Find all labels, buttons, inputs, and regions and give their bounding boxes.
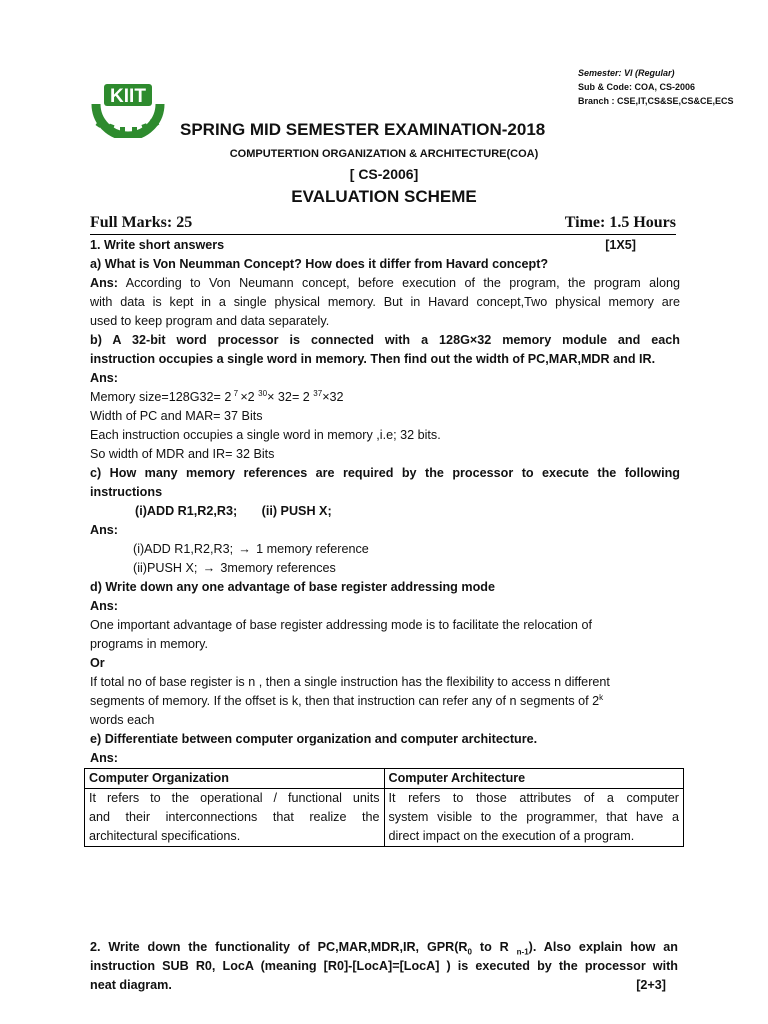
q2-line-3	[90, 976, 678, 995]
q1c-question-line-1: c) How many memory references are required by the processor to execute the following	[90, 466, 680, 480]
full-marks: Full Marks: 25	[90, 214, 193, 231]
arch-line-3: direct impact on the execution of a program.	[388, 829, 635, 843]
org-line-2: and their interconnections that realize the	[89, 810, 380, 824]
subject-title: COMPUTERTION ORGANIZATION & ARCHITECTURE(COA)	[229, 148, 539, 160]
q1d-ans-label: Ans:	[90, 599, 118, 613]
answer-i-result: 1 memory reference	[256, 542, 369, 556]
question-2-section	[90, 938, 678, 995]
answer-i-instruction: (i)ADD R1,R2,R3;	[133, 542, 234, 556]
q1-title: 1. Write short answers	[90, 238, 225, 252]
q1a-answer-line-2: with data is kept in a single physical memory. But in Havard concept,Two physical memory are	[90, 295, 680, 309]
mem-exp-3: 37	[313, 388, 323, 398]
mem-mid-1: ×2	[240, 390, 259, 404]
q1d-answer-text-4: segments of memory. If the offset is k, then that instruction can refer any of n segments of 2	[90, 694, 600, 708]
q1d-exponent: k	[599, 692, 604, 702]
mem-prefix: Memory size=128G32= 2	[90, 390, 232, 404]
answer-ii-result: 3memory references	[220, 561, 336, 575]
org-line-3: architectural specifications.	[89, 829, 241, 843]
q1a-answer-text-1: According to Von Neumann concept, before execution of the program, the program along	[118, 276, 680, 290]
q1c-answer-i	[90, 540, 680, 559]
q1d-answer-line-1: One important advantage of base register addressing mode is to facilitate the relocation of	[90, 618, 592, 632]
q1d-answer-line-5: words each	[90, 713, 155, 727]
arrow-right-icon: →	[202, 561, 216, 575]
semester-info	[578, 66, 734, 108]
ans-label: Ans:	[90, 276, 118, 290]
q1c-answer-ii	[90, 559, 680, 578]
arch-line-1: It refers to those attributes of a computer	[388, 791, 679, 805]
kiit-logo	[88, 78, 168, 138]
q2-text-3: neat diagram.	[90, 978, 172, 992]
q1d-question: d) Write down any one advantage of base register addressing mode	[90, 580, 495, 594]
table-row	[85, 789, 684, 847]
mem-exp-2: 30	[258, 388, 268, 398]
q1-marks: [1X5]	[605, 238, 636, 252]
org-line-1: It refers to the operational / functional units	[89, 791, 380, 805]
q1b-memory-size	[90, 388, 680, 407]
q1-title-line	[90, 236, 680, 255]
q2-text-b: to R	[471, 940, 517, 954]
q2-line-1	[90, 938, 678, 957]
instruction-ii: (ii) PUSH X;	[261, 504, 332, 518]
comparison-table	[84, 768, 684, 847]
q1c-instructions	[90, 502, 680, 521]
q1d-or: Or	[90, 656, 105, 670]
q2-text-c: ). Also explain how an	[528, 940, 678, 954]
mem-suffix: ×32	[322, 390, 344, 404]
q2-sub-0: 0	[467, 947, 472, 957]
q2-sub-n1: n-1	[516, 947, 529, 957]
q1c-ans-label: Ans:	[90, 523, 118, 537]
subject-code-label: Sub & Code: COA, CS-2006	[578, 82, 696, 92]
q1d-answer-line-2: programs in memory.	[90, 637, 209, 651]
table-header-row	[85, 769, 684, 789]
table-header-organization: Computer Organization	[85, 769, 385, 789]
q1e-question: e) Differentiate between computer organization and computer architecture.	[90, 732, 538, 746]
architecture-definition	[384, 789, 684, 847]
q1a-answer-line-1	[90, 274, 680, 293]
question-1-section	[90, 236, 680, 847]
q2-text-a: 2. Write down the functionality of PC,MAR,MDR,IR, GPR(R	[90, 940, 468, 954]
q1d-answer-line-3: If total no of base register is n , then a single instruction has the flexibility to access n different	[90, 675, 610, 689]
q1b-question-line-2: instruction occupies a single word in memory. Then find out the width of PC,MAR,MDR and IR.	[90, 352, 656, 366]
q1d-answer-line-4	[90, 692, 680, 711]
table-header-architecture: Computer Architecture	[384, 769, 684, 789]
q1b-pc-mar-width: Width of PC and MAR= 37 Bits	[90, 409, 263, 423]
q2-line-2: instruction SUB R0, LocA (meaning [R0]-[LocA]=[LocA] ) is executed by the processor with	[90, 959, 678, 973]
mem-mid-2: × 32= 2	[267, 390, 314, 404]
q1e-ans-label: Ans:	[90, 751, 118, 765]
q1a-question: a) What is Von Neumman Concept? How does it differ from Havard concept?	[90, 257, 549, 271]
semester-label: Semester: VI (Regular)	[578, 68, 675, 78]
q1b-question-line-1: b) A 32-bit word processor is connected with a 128G×32 memory module and each	[90, 333, 680, 347]
mem-exp-1: 7	[231, 388, 241, 398]
exam-title: SPRING MID SEMESTER EXAMINATION-2018	[180, 120, 546, 139]
arch-line-2: system visible to the programmer, that have a	[388, 810, 679, 824]
branch-label: Branch : CSE,IT,CS&SE,CS&CE,ECS	[578, 96, 734, 106]
instruction-i: (i)ADD R1,R2,R3;	[135, 504, 238, 518]
exam-time: Time: 1.5 Hours	[564, 214, 676, 231]
marks-time-row	[90, 214, 676, 235]
q1a-answer-line-3: used to keep program and data separately.	[90, 314, 330, 328]
q1c-question-line-2: instructions	[90, 485, 163, 499]
organization-definition	[85, 789, 385, 847]
q2-marks: [2+3]	[636, 978, 666, 992]
logo-text: KIIT	[110, 86, 146, 107]
evaluation-scheme-title: EVALUATION SCHEME	[291, 187, 477, 206]
answer-ii-instruction: (ii)PUSH X;	[133, 561, 198, 575]
course-code: [ CS-2006]	[349, 166, 419, 182]
arrow-right-icon: →	[238, 542, 251, 556]
q1b-instruction-width: Each instruction occupies a single word in memory ,i.e; 32 bits.	[90, 428, 441, 442]
q1b-ans-label: Ans:	[90, 371, 118, 385]
q1b-mdr-ir-width: So width of MDR and IR= 32 Bits	[90, 447, 275, 461]
